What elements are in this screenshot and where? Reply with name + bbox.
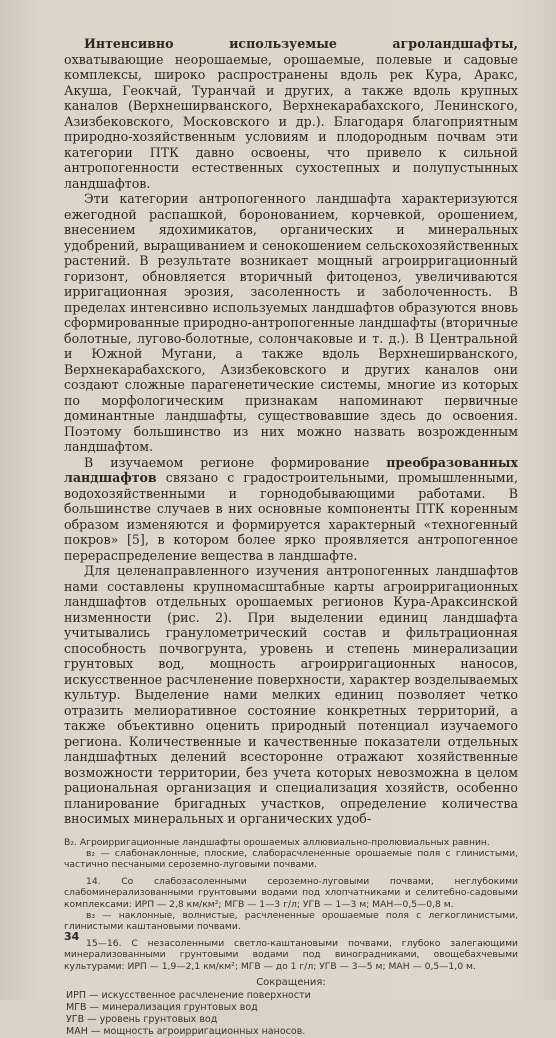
abbreviation-mgv: МГВ — минерализация грунтовых вод <box>66 1002 518 1014</box>
page-number: 34 <box>64 930 79 943</box>
paragraph-3 <box>64 455 518 564</box>
legend-note-b2: В₂. Агроирригационные ландшафты орошаемых аллювиально-пролювиальных равнин. <box>64 837 518 848</box>
paragraph-4-text: Для целенаправленного изучения антропогенных ландшафтов нами составлены крупномасштабные карты агроирригационных ландшафтов отдельных орошаемых регионов Кура-Араксинской низменности (рис. 2). При выделении единиц ландшафта учитывались гранулометрический состав и фильтрационная способность почвогрунта, уровень и степень минерализации грунтовых вод, мощность агроирригационных наносов, искусственное расчленение поверхности, характер возделываемых культур. Выделение нами мелких единиц позволяет четко отразить мелиоративное состояние конкретных территорий, а также объективно оценить природный потенциал изучаемого региона. Количественные и качественные показатели отдельных ландшафтных делений всесторонне отражают хозяйственные возможности территории, без учета которых невозможна в целом рациональная организация и специализация хозяйств, особенно планирование бригадных участков, определение количества вносимых минеральных и органических удоб- <box>64 563 518 826</box>
term-intensive-agrolandscapes: Интенсивно используемые агроландшафты, <box>84 36 518 51</box>
term-transformed-landscapes: преобразованных ландшафтов <box>64 455 518 486</box>
legend-note-v2: в₂ — слабонаклонные, плоские, слабораcчлененные орошаемые поля с глинистыми, частично песчаными сероземно-луговыми почвами. <box>64 848 518 871</box>
paragraph-1-text: охватывающие неорошаемые, орошаемые, полевые и садовые комплексы, широко распространены вдоль рек Кура, Аракс, Акуша, Геокчай, Туранчай и других, а также вдоль крупных каналов (Верхнеширванского, Верхнекарабахского, Ленинского, Азизбековского, Московского и др.). Благодаря благоприятным природно-хозяйственным условиям и плодородным почвам эти категории ПТК давно освоены, что привело к сильной антропогенности естественных сухостепных и полупустынных ландшафтов. <box>64 52 518 191</box>
paragraph-3-text-before: В изучаемом регионе формирование <box>84 455 386 470</box>
legend-note-15-16: 15—16. С незасоленными светло-каштановыми почвами, глубоко залегающими минерализованными грунтовыми водами под виноградниками, овощебахчевыми культурами: ИРП — 1,9—2,1 км/км²; МГВ — до 1 г/л; УГВ — 3—5 м; МАН — 0,5—1,0 м. <box>64 938 518 972</box>
abbreviation-ugv: УГВ — уровень грунтовых вод <box>66 1014 518 1026</box>
paragraph-1 <box>64 36 518 191</box>
paragraph-2-text: Эти категории антропогенного ландшафта характеризуются ежегодной распашкой, боронованием, корчевкой, орошением, внесением ядохимикатов, органических и минеральных удобрений, выращиванием и сенокошением сельскохозяйственных растений. В результате возникает мощный агроирригационный горизонт, обновляется вторичный фитоценоз, увеличиваются ирригационная эрозия, засоленность и заболоченность. В пределах интенсивно используемых ландшафтов образуются вновь сформированные природно-антропогенные ландшафты (вторичные болотные, лугово-болотные, солончаковые и т. д.). В Центральной и Южной Мугани, а также вдоль Верхнеширванского, Верхнекарабахского, Азизбековского и других каналов они создают сложные парагенетические системы, многие из которых по морфологическим признакам напоминают первичные доминантные ландшафты, существовавшие здесь до освоения. Поэтому большинство из них можно назвать возрожденным ландшафтом. <box>64 191 518 454</box>
abbreviation-man: МАН — мощность агроирригационных наносов. <box>66 1026 518 1038</box>
legend-note-v3: в₃ — наклонные, волнистые, расчлененные орошаемые поля с легкоглинистыми, глинистыми каштановыми почвами. <box>64 910 518 933</box>
paragraph-2 <box>64 191 518 455</box>
paragraph-3-text: связано с градостроительными, промышленными, водохозяйственными и горнодобывающими работами. В большинстве случаев в них основные компоненты ПТК коренным образом изменяются и формируется характерный «техногенный покров» [5], в котором более ярко проявляется антропогенное перераспределение вещества в ландшафте. <box>64 470 518 563</box>
abbreviations-title: Сокращения: <box>64 977 518 988</box>
main-text <box>64 36 518 827</box>
abbreviation-irp: ИРП — искусственное расчленение поверхности <box>66 990 518 1002</box>
paragraph-4 <box>64 563 518 827</box>
footnotes-legend <box>64 837 518 1038</box>
legend-note-14: 14. Со слабозасоленными сероземно-луговыми почвами, неглубокими слабоминерализованными грунтовыми водами под хлопчатниками и селитебно-садовыми комплексами: ИРП — 2,8 км/км²; МГВ — 1—3 г/л; УГВ — 1—3 м; МАН—0,5—0,8 м. <box>64 876 518 910</box>
